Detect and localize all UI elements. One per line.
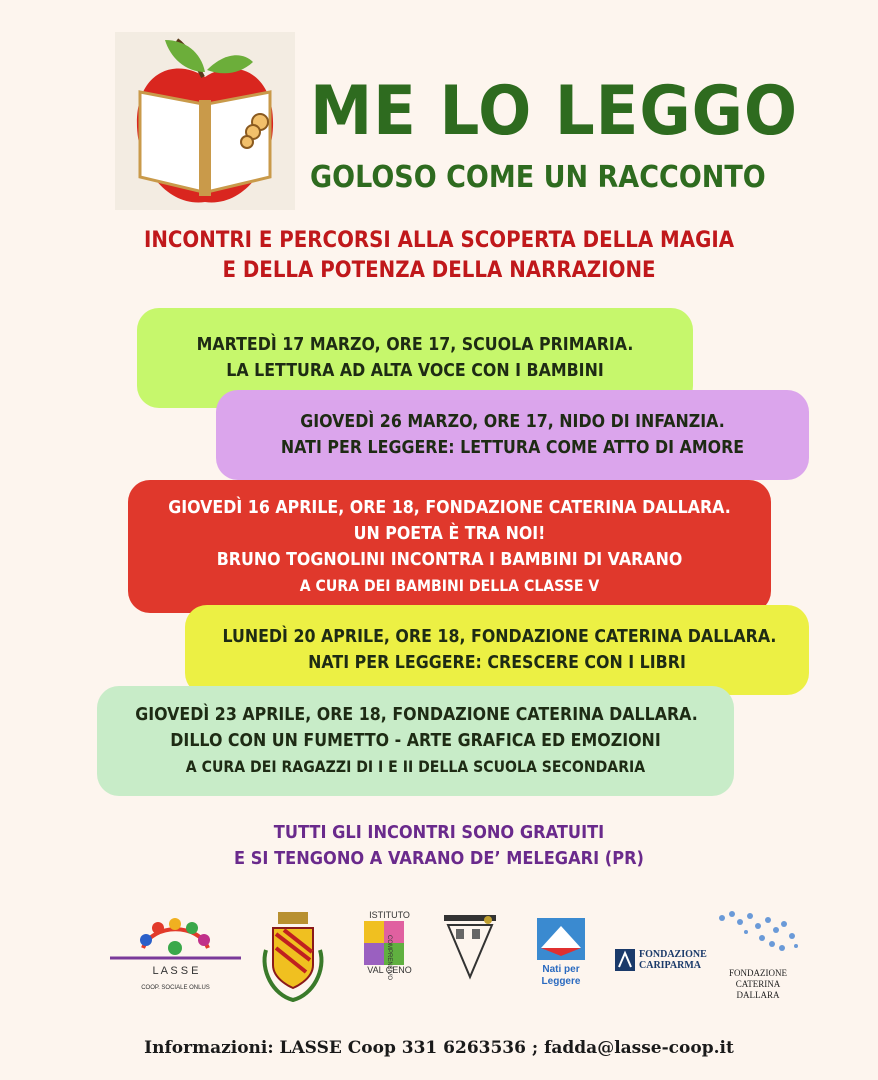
page-subtitle: GOLOSO COME UN RACCONTO (310, 160, 766, 195)
intro-line-1: INCONTRI E PERCORSI ALLA SCOPERTA DELLA MAGIA (143, 228, 735, 253)
dallara-line-1: FONDAZIONE (729, 968, 787, 978)
nati-line-1: Nati per (542, 964, 580, 975)
intro-line-2: E DELLA POTENZA DELLA NARRAZIONE (222, 258, 656, 283)
event-card-2 (216, 390, 809, 480)
event-card-5 (97, 686, 734, 796)
dallara-line-3: DALLARA (736, 990, 780, 1000)
nati-book-icon (537, 918, 585, 960)
event-card-3 (128, 480, 771, 613)
event-4-line-1: LUNEDÌ 20 APRILE, ORE 18, FONDAZIONE CATERINA DALLARA. (222, 626, 777, 647)
intro-text (44, 226, 834, 286)
event-3-line-3: BRUNO TOGNOLINI INCONTRA I BAMBINI DI VARANO (216, 548, 683, 570)
note-line-1: TUTTI GLI INCONTRI SONO GRATUITI (273, 822, 605, 843)
event-2-line-1: GIOVEDÌ 26 MARZO, ORE 17, NIDO DI INFANZIA. (300, 411, 725, 432)
coat-of-arms-icon (258, 910, 328, 1004)
lasse-logo-icon (108, 918, 243, 963)
lasse-tagline: COOP. SOCIALE ONLUS (141, 985, 210, 991)
istituto-bottom: VAL CENO (367, 965, 412, 975)
contact-info: Informazioni: LASSE Coop 331 6263536 ; fadda@lasse-coop.it (144, 1038, 734, 1058)
cariparma-line-1: FONDAZIONE (639, 949, 707, 960)
note-line-2: E SI TENGONO A VARANO DE’ MELEGARI (PR) (234, 848, 644, 869)
page-title: ME LO LEGGO (310, 72, 798, 151)
logo-nati-per-leggere (537, 918, 585, 990)
cariparma-mark-icon (615, 949, 635, 971)
lasse-name: L A S S E (152, 965, 199, 977)
apple-book-worm-icon (115, 32, 295, 210)
event-3-line-4: A CURA DEI BAMBINI DELLA CLASSE V (299, 575, 600, 595)
event-5-line-2: DILLO CON UN FUMETTO - ARTE GRAFICA ED EMOZIONI (170, 730, 661, 751)
event-1-line-2: LA LETTURA AD ALTA VOCE CON I BAMBINI (226, 360, 604, 381)
istituto-top: ISTITUTO (369, 910, 410, 920)
event-5-line-1: GIOVEDÌ 23 APRILE, ORE 18, FONDAZIONE CATERINA DALLARA. (135, 704, 698, 725)
event-3-line-2: UN POETA È TRA NOI! (353, 522, 546, 544)
dallara-line-2: CATERINA (735, 979, 781, 989)
event-card-4 (185, 605, 809, 695)
event-4-line-2: NATI PER LEGGERE: CRESCERE CON I LIBRI (308, 652, 686, 673)
free-events-note (0, 820, 878, 872)
nati-line-2: Leggere (541, 976, 581, 987)
event-3-line-1: GIOVEDÌ 16 APRILE, ORE 18, FONDAZIONE CATERINA DALLARA. (168, 496, 731, 518)
istituto-side: COMPRENSIVO (386, 935, 392, 981)
event-5-line-3: A CURA DEI RAGAZZI DI I E II DELLA SCUOLA SECONDARIA (185, 757, 646, 776)
school-emblem-icon (444, 915, 496, 981)
logo-cariparma (615, 947, 715, 977)
logo-dallara (712, 908, 804, 1000)
butterflies-icon (712, 908, 804, 954)
logo-lasse (108, 918, 243, 998)
puzzle-icon (364, 921, 404, 965)
logo-istituto (362, 910, 417, 980)
event-1-line-1: MARTEDÌ 17 MARZO, ORE 17, SCUOLA PRIMARIA. (196, 334, 634, 355)
cariparma-line-2: CARIPARMA (639, 960, 702, 971)
event-2-line-2: NATI PER LEGGERE: LETTURA COME ATTO DI AMORE (280, 437, 745, 458)
